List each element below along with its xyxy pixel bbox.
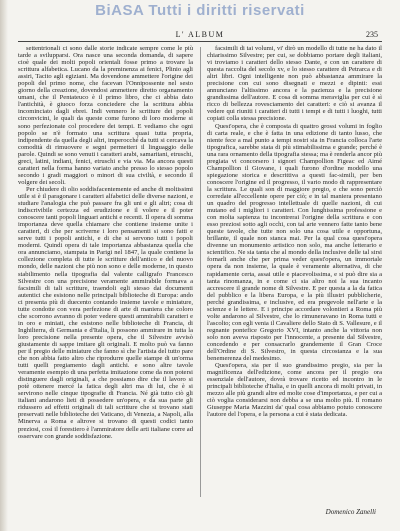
header-rule <box>18 41 382 42</box>
text-columns <box>18 45 382 499</box>
author-signature: Domenico Zanelli <box>325 508 376 516</box>
paragraph: facsimili di tai volumi, vi' dirò un modello di tutte ne ha dato il chiarissimo Silvestre; per cui, se dobbiamo portare degli italiani, vi troviamo i caratteri dello stesso Dante, e con un carattere di questa raccolta del secolo xv, e lo stesso carattere di Petrarca e di altri libri. Ogni intelligente non può abbastanza ammirare la precisione con cui sono disegnati e mezzi e dipinti: essi annunciano l'altissimo ancora e la pazienza e la precisione grandissima dell'autore. E cosa di somma meraviglia per cui è sì ricco di bellezza rovesciamento dei caratteri: e ciò si avanza il vedere qui riuniti i caratteri di tutti i tempi e di tutti i luoghi, tutti copiati colla stessa precisione. <box>207 45 382 123</box>
watermark: BiASA Tutti i diritti riservati <box>95 2 305 19</box>
scan-edge <box>0 0 8 531</box>
running-title: L' ALBUM <box>175 30 225 39</box>
right-column <box>207 45 382 499</box>
paragraph: Quest'opera, sia per il suo grandissimo pregio, sia per la magnificenza dell'edizione, come ancora per il pregio ora essenziale dell'autore, dovrà trovare ricetto ed incontro in le principali biblioteche d'Italia, e in quelli ancora di molti privati, in mezzo alle più grandi altre ed molte cose d'importanza, e per cui a ciò voglia considerarsi non debba a se una molto più. Il romano Giuseppe Maria Mazzini da' qual cosa abbiamo potuto conoscere l'autore del l'opera, e la persona a cui è stata dedicata. <box>207 362 382 419</box>
left-column <box>18 45 193 499</box>
paragraph: settentrionali ci sono dalle storie indicate sempre come le più tarde a svilupparsi. Ora nasce una seconda domanda, di sapere cioè quale dei molti popoli orientali fosse primo a trovare la scrittura alfabetica. Lucano da la preminenza ai fenici, Plinio agli assiri, Tacito agli egiziani. Ma dovendone ammettere l'origine dei popoli del primo nome, che facevan l'Onnipossente nel sesto giorno della creazione, dovendosi ammettere diretto organamento umani, che il Pentateuco è il primo libro, che ci abbia dato l'antichità, è giuoco forza conciedere che la scrittura abbia incominciato dagli ebrei. Indi vennero le scritture dei popoli circonvicini, le quali da queste come furono di loro moderne si sono perfezionate col procedere dei tempi. E vediamo che ogni popolo se n'è formato una scrittura quasi tutta propria, indipendente da quella degli altri, imperocché da tutti si cercava la comodità di rimuovere e segni permetteri il linguaggio delle parole. Quindi se sono venuti i caratteri arabi, samaritani, etruschi, greci, latini, indiani, fenici, etruschi e via via. Ma ancora questi caratteri nella forma hanno variato anche presso lo stesso popolo secondo i gradi maggiori o minori di sua civiltà, e secondo il volgere dei secoli. <box>18 45 193 186</box>
page-number: 235 <box>366 30 378 39</box>
paragraph: Quest'opera, che è composta di quattro grossi volumi in foglio di carta reale, e che è fatta in una edizione di tanto lusso, che niente fece a mal punto a tempi nostri sia in Francia colloca l'arte tipografica, sarebbe stata di più stimabilissima e grande; perché è una rara ornamento della tipografia stessa; ma è renderla ancor più pregiata vi concorsero i signori Champollion Figeac ed Aimé Champollion il Giovane, i quali furono d'ordine modello una spiegazione storica e descrittiva a questi fac-simili, per ben conoscere l'origine ed il progresso, il vario modo di rappresentare la scrittura. Le quali son di maggiore pregio, e che sono perciò corredate all'eccellente opere per ciò; e in tal maniera presentano un quadro del progresso intellettuale di quelle nazioni, di cui mutano ed i migliori i caratteri. Con lunghissima professione e con molta sapienza tu incontrerai l'origine della scrittura e con esso preziosi sotto agli occhi, con tal arte vennero fatte tanto bene queste tavole, che tutte non solo una cosa utile e opportuna, brillante, il quale non stanca mai. Per la qual cosa quest'opera divenne un monumento artistico non solo, ma anche letterario e scientifico. Ne sia tanta che al mondo della inclusive delle tal sirsi fornarli anche che per prima veder quest'opera, un immortale opera da non insieme, la quale è veramente alternativa, di che rapidamente certa, assai utile e piacevolissima, e si può dire sia a tanta rinomanza, in e come ci sia altro noi la sua incanto accrescere il grande nome di Silvestre. E per questa a la da fatica del pubblico e la libera Europa, e la più illustri pubblicherie, perché grandissima, e inclusive, ed era pregevole nell'arte e la scienze e le lettere. E i principe accordare volontieri a Roma più volte andarono al Silvestre, che lo rimuneravano in Roma tutti e l'ascolto; con egli venia il Cavaliere dello Stato di S. Vallesure, e il regnante pontefice Gregorio XVI, intanto anche la vittoria non solo non aveva risposto per l'innocente, a presente dal Silvestre, concedendo e per consacrarlo grandemente il Gran Croce dell'Ordine di S. Silvestro, in questa circostanza e la sua benemerenza del medesimo. <box>207 122 382 363</box>
column-divider <box>200 47 201 497</box>
paragraph: Per chiudere di olio soddisfacentemente ed anche di moltissimi utile si è il paragonare i caratteri alfabetici delle diverse nazioni, e studiare l'analogia che può passare fra gli uni e gli altri; cosa di indiscrivibile certezza ed erudizione e il volere e il poter conoscere tanti popoli linguari antichi e recenti. Il opera di somma importanza deve quella chiamare che contiene insieme unite i caratteri, di che per scriverne i loro pensamenti si sono fatti e serve tutti i popoli antichi, e di che si servono tutti i popoli moderni. Quindi opera di tale importanza abbastanza quella che ora annunciamo, stampata in Parigi nel 1847, la quale contiene la collezione completa di tutte le scritture dell'antico e del nuovo mondo, delle nazioni che più non sono e delle moderne, in questo stabilimento nella tipografia dal valente calligrafo Francesco Silvestre con una precisione veramente ammirabile formava a facsimili di tali scritture, traendoli egli stesso dai documenti autentici che esistono nelle principali biblioteche di Europa: ando ci presenta più di duecento contando insieme tavole e miniature, tutte condotte con vera perfezione di arte di maniera che coloro che scorrono avranno di poter vedere questi ammirabili caratteri e in oro e miniati, che esistono nelle biblioteche di Francia, di Inghilterra, di Germania e d'Italia, li possono ammirare in tutta la loro precisione nella presente opera, che il Silvestre avvisò giustamente di sappe imitare gli originali. E molto può va fanno per il pregio delle miniature che fanno sì che l'artista del tutto pare che non abbia fatto altro che riprodurre quelle stampe di un'orma tutti quelli pregiamento dagli antichi. e sono altre tavole veramente esempio di una perfetta imitazione come da non potersi distinguere dagli originali, a che possiamo dire che il lavoro si potè ottenere mercé la fatica degli altri ma di lui, che è si servirono nelle cinque tipografie di Francia. Né già tutto ciò gli italiani andarono lieti di possedere un'opera, e da sua parte gli ridussero ad effetti originali di tali scritture che si trovano stati preservati nelle biblioteche dei Vaticano, di Venezia, a Napoli, alla Minerva a Roma e altrove si trovano di questi codici tanto preziosi, così il forestiero è l'ammiratore delle arti italiane corre ad osservare con grande soddisfazione. <box>18 185 193 440</box>
